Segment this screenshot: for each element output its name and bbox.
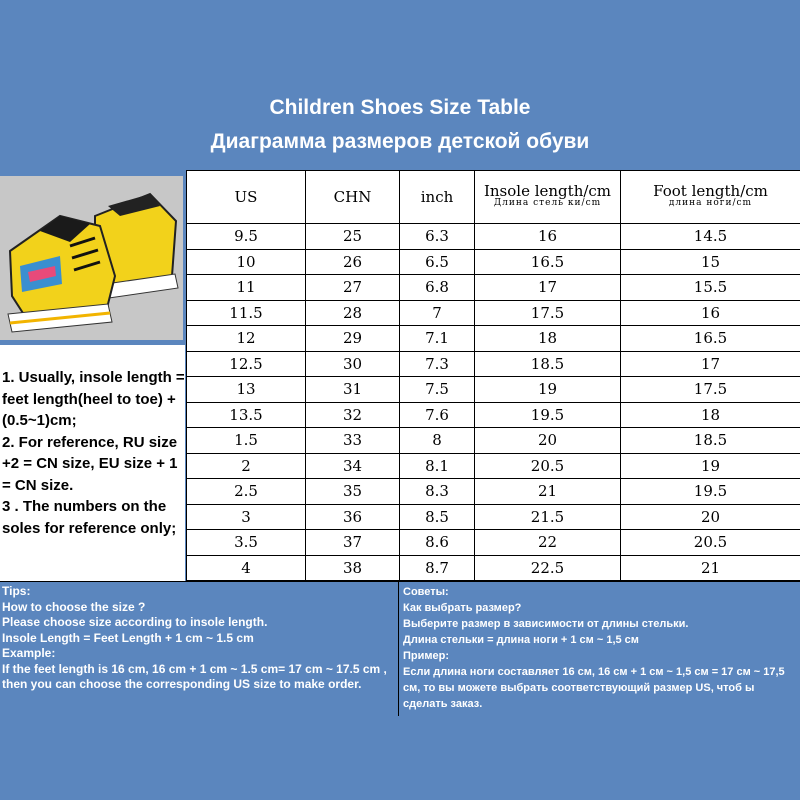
table-cell: 22 bbox=[475, 530, 621, 556]
size-table bbox=[186, 170, 800, 581]
note-3: 3 . The numbers on the soles for reference only; bbox=[2, 498, 177, 537]
table-cell: 6.5 bbox=[400, 249, 475, 275]
table-cell: 1.5 bbox=[187, 428, 306, 454]
table-cell: 15 bbox=[621, 249, 800, 275]
table-cell: 18.5 bbox=[621, 428, 800, 454]
table-body bbox=[187, 224, 800, 581]
table-row bbox=[187, 300, 800, 326]
tips-ru-line: Как выбрать размер? bbox=[403, 602, 522, 614]
table-cell: 32 bbox=[306, 402, 400, 428]
table-cell: 19.5 bbox=[475, 402, 621, 428]
table-cell: 20.5 bbox=[475, 453, 621, 479]
table-cell: 17.5 bbox=[475, 300, 621, 326]
table-cell: 25 bbox=[306, 224, 400, 250]
table-cell: 7.5 bbox=[400, 377, 475, 403]
tips-en-line: If the feet length is 16 cm, 16 cm + 1 cm ~ 1.5 cm= 17 cm ~ 17.5 cm , then you can choose the corresponding US size to make order. bbox=[2, 661, 387, 691]
table-cell: 17 bbox=[621, 351, 800, 377]
tips-en-line: Please choose size according to insole length. bbox=[2, 615, 268, 629]
table-cell: 35 bbox=[306, 479, 400, 505]
table-cell: 34 bbox=[306, 453, 400, 479]
table-row bbox=[187, 428, 800, 454]
note-2: 2. For reference, RU size +2 = CN size, EU size + 1 = CN size. bbox=[2, 433, 178, 494]
tips-ru-line: Пример: bbox=[403, 650, 450, 662]
table-cell: 16 bbox=[475, 224, 621, 250]
tips-ru-line: Если длина ноги составляет 16 см, 16 см + 1 см ~ 1,5 см = 17 см ~ 17,5 см, то вы можете выбрать соответствующий размер US, чтоб ы сделать заказ. bbox=[403, 666, 785, 710]
table-cell: 19 bbox=[475, 377, 621, 403]
header-us: US bbox=[187, 171, 306, 224]
tips-en-line: Tips: bbox=[2, 584, 31, 598]
table-cell: 12.5 bbox=[187, 351, 306, 377]
table-cell: 3 bbox=[187, 504, 306, 530]
table-cell: 27 bbox=[306, 275, 400, 301]
table-cell: 8.5 bbox=[400, 504, 475, 530]
tips-en-line: Insole Length = Feet Length + 1 cm ~ 1.5 cm bbox=[2, 630, 254, 645]
table-cell: 20 bbox=[475, 428, 621, 454]
table-cell: 6.8 bbox=[400, 275, 475, 301]
table-cell: 8.3 bbox=[400, 479, 475, 505]
table-cell: 37 bbox=[306, 530, 400, 556]
header-inch: inch bbox=[400, 171, 475, 224]
table-cell: 30 bbox=[306, 351, 400, 377]
table-row bbox=[187, 275, 800, 301]
table-cell: 13 bbox=[187, 377, 306, 403]
tips-russian bbox=[398, 581, 800, 716]
table-cell: 20 bbox=[621, 504, 800, 530]
table-cell: 9.5 bbox=[187, 224, 306, 250]
table-row bbox=[187, 504, 800, 530]
table-cell: 10 bbox=[187, 249, 306, 275]
tips-english bbox=[0, 581, 398, 716]
table-cell: 19 bbox=[621, 453, 800, 479]
table-cell: 16.5 bbox=[621, 326, 800, 352]
table-cell: 6.3 bbox=[400, 224, 475, 250]
size-notes bbox=[0, 345, 185, 581]
table-cell: 2 bbox=[187, 453, 306, 479]
table-cell: 7.1 bbox=[400, 326, 475, 352]
tips-ru-line: Выберите размер в зависимости от длины стельки. bbox=[403, 618, 689, 630]
shoe-photo bbox=[0, 176, 183, 340]
table-cell: 36 bbox=[306, 504, 400, 530]
header-chn: CHN bbox=[306, 171, 400, 224]
table-cell: 12 bbox=[187, 326, 306, 352]
table-cell: 26 bbox=[306, 249, 400, 275]
table-cell: 38 bbox=[306, 555, 400, 581]
table-cell: 16 bbox=[621, 300, 800, 326]
table-header-row bbox=[187, 171, 800, 224]
header-foot bbox=[621, 171, 800, 224]
table-cell: 31 bbox=[306, 377, 400, 403]
table-cell: 7.3 bbox=[400, 351, 475, 377]
shoe-illustration bbox=[0, 176, 183, 340]
table-cell: 8.6 bbox=[400, 530, 475, 556]
table-cell: 18 bbox=[475, 326, 621, 352]
table-cell: 4 bbox=[187, 555, 306, 581]
table-cell: 8 bbox=[400, 428, 475, 454]
table-cell: 7 bbox=[400, 300, 475, 326]
table-row bbox=[187, 249, 800, 275]
table-cell: 28 bbox=[306, 300, 400, 326]
table-row bbox=[187, 555, 800, 581]
header-foot-en: Foot length/cm bbox=[653, 182, 768, 200]
table-row bbox=[187, 351, 800, 377]
table-cell: 2.5 bbox=[187, 479, 306, 505]
table-cell: 29 bbox=[306, 326, 400, 352]
header-foot-ru: длина ноги/cm bbox=[668, 198, 753, 208]
table-cell: 17.5 bbox=[621, 377, 800, 403]
tips-ru-line: Советы: bbox=[403, 586, 449, 598]
tips-en-line: How to choose the size ? bbox=[2, 599, 146, 614]
table-row bbox=[187, 402, 800, 428]
table-row bbox=[187, 326, 800, 352]
table-row bbox=[187, 377, 800, 403]
table-cell: 7.6 bbox=[400, 402, 475, 428]
table-row bbox=[187, 479, 800, 505]
header-insole-en: Insole length/cm bbox=[483, 182, 612, 200]
table-cell: 21 bbox=[621, 555, 800, 581]
table-cell: 22.5 bbox=[475, 555, 621, 581]
table-cell: 15.5 bbox=[621, 275, 800, 301]
table-cell: 19.5 bbox=[621, 479, 800, 505]
table-cell: 11.5 bbox=[187, 300, 306, 326]
table-cell: 16.5 bbox=[475, 249, 621, 275]
table-cell: 8.1 bbox=[400, 453, 475, 479]
table-row bbox=[187, 530, 800, 556]
tips-en-line: Example: bbox=[2, 646, 56, 660]
tips-ru-line: Длина стельки = длина ноги + 1 см ~ 1,5 см bbox=[403, 634, 639, 646]
table-cell: 8.7 bbox=[400, 555, 475, 581]
table-cell: 3.5 bbox=[187, 530, 306, 556]
header-insole-ru: Длина стель ки/cm bbox=[493, 198, 602, 208]
title-russian: Диаграмма размеров детской обуви bbox=[210, 130, 590, 153]
note-1: 1. Usually, insole length = feet length(heel to toe) + (0.5~1)cm; bbox=[2, 369, 185, 429]
table-cell: 20.5 bbox=[621, 530, 800, 556]
header-insole bbox=[475, 171, 621, 224]
table-cell: 11 bbox=[187, 275, 306, 301]
table-cell: 33 bbox=[306, 428, 400, 454]
table-cell: 18.5 bbox=[475, 351, 621, 377]
table-cell: 21 bbox=[475, 479, 621, 505]
table-row bbox=[187, 453, 800, 479]
table-cell: 13.5 bbox=[187, 402, 306, 428]
table-cell: 14.5 bbox=[621, 224, 800, 250]
table-cell: 17 bbox=[475, 275, 621, 301]
table-cell: 18 bbox=[621, 402, 800, 428]
table-row bbox=[187, 224, 800, 250]
title-english: Children Shoes Size Table bbox=[269, 96, 531, 119]
table-cell: 21.5 bbox=[475, 504, 621, 530]
